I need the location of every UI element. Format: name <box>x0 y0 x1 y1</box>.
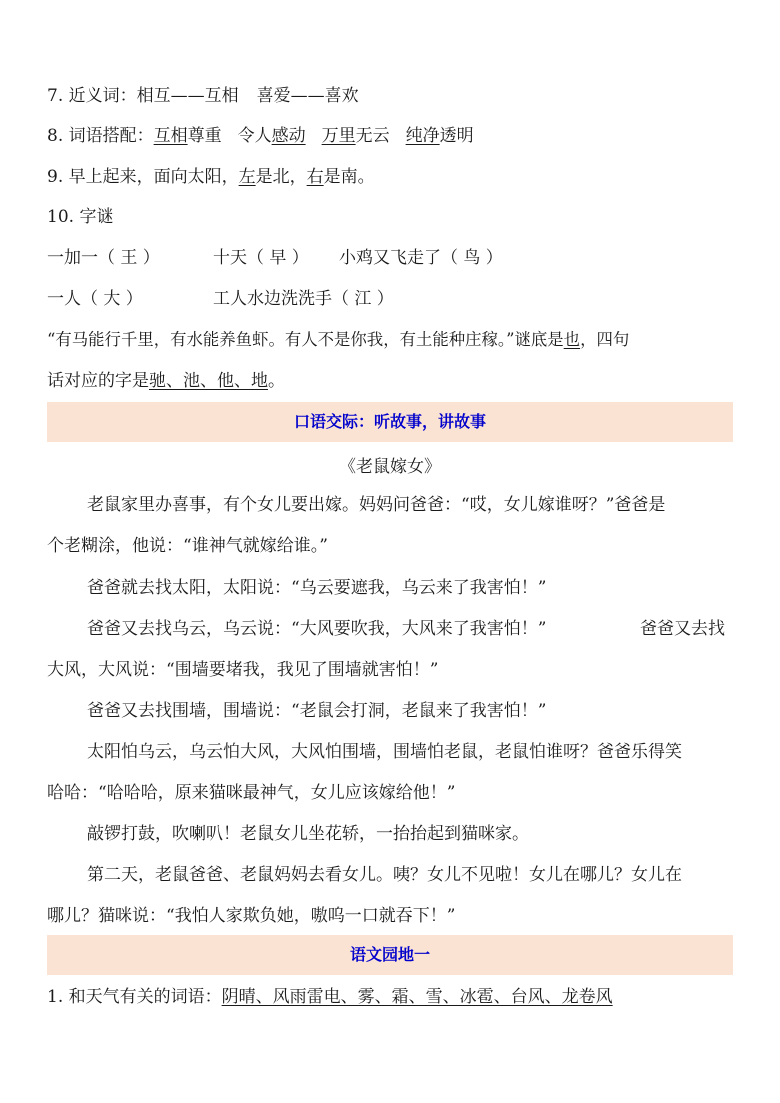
section-banner-oral-communication: 口语交际：听故事，讲故事 <box>47 402 733 442</box>
q8-answer-2: 感动 <box>271 126 306 146</box>
q1-prefix: 1. 和天气有关的词语： <box>47 987 222 1007</box>
riddle-answer-suffix: 。 <box>268 371 285 391</box>
q8-answer-4: 纯净 <box>405 126 440 146</box>
q9-text-2: 是北， <box>255 167 307 187</box>
q7-word1: 相互——互相 <box>136 86 239 106</box>
q1-answer-words: 阴晴、风雨雷电、雾、霜、雪、冰雹、台风、龙卷风 <box>221 987 613 1007</box>
q10-riddle-3: 小鸡又飞走了（ 鸟 ） <box>339 248 503 268</box>
story-paragraph-1-line-1: 老鼠家里办喜事，有个女儿要出嫁。妈妈问爸爸：“哎，女儿嫁谁呀？”爸爸是 <box>87 495 666 515</box>
q10-riddle-5: 工人水边洗洗手（ 江 ） <box>213 289 394 309</box>
q10-riddle-paragraph-line-1 <box>47 328 737 352</box>
riddle-answer-prefix: 话对应的字是 <box>47 371 149 391</box>
q8-text-2: 令人 <box>237 126 272 146</box>
story-paragraph-8-line-1: 第二天，老鼠爸爸、老鼠妈妈去看女儿。咦？女儿不见啦！女儿在哪儿？女儿在 <box>87 865 682 885</box>
section-banner-chinese-garden: 语文园地一 <box>47 935 733 975</box>
story-paragraph-7: 敲锣打鼓，吹喇叭！老鼠女儿坐花轿，一抬抬起到猫咪家。 <box>87 824 529 844</box>
q9-answer-1: 左 <box>238 167 256 187</box>
q9-text-3: 是南。 <box>323 167 375 187</box>
q9-answer-2: 右 <box>306 167 324 187</box>
q10-title: 10. 字谜 <box>47 207 114 227</box>
riddle-text: “有马能行千里，有水能养鱼虾。有人不是你我，有土能种庄稼。”谜底是 <box>47 330 564 349</box>
q1-line <box>47 985 737 1009</box>
q7-prefix: 7. 近义词： <box>47 86 137 106</box>
q9-text-1: 9. 早上起来，面向太阳， <box>47 167 239 187</box>
q7-line <box>47 84 737 108</box>
q9-line <box>47 165 737 189</box>
riddle-answer: 也 <box>563 330 581 349</box>
story-paragraph-3-line-1 <box>87 617 737 641</box>
q7-word2: 喜爱——喜欢 <box>256 86 359 106</box>
story-paragraph-5: 爸爸又去找围墙，围墙说：“老鼠会打洞，老鼠来了我害怕！” <box>87 701 547 721</box>
q10-riddle-4: 一人（ 大 ） <box>47 289 143 309</box>
story-paragraph-3-text: 爸爸又去找乌云，乌云说：“大风要吹我，大风来了我害怕！” <box>87 619 547 639</box>
q8-answer-3: 万里 <box>321 126 356 146</box>
q8-answer-1: 互相 <box>153 126 188 146</box>
riddle-answer-chars: 驰、池、他、地 <box>149 371 268 391</box>
q10-riddle-paragraph-line-2 <box>47 369 737 393</box>
story-paragraph-4-start: 爸爸又去找 <box>640 619 725 639</box>
story-paragraph-6-line-2: 哈哈：“哈哈哈，原来猫咪最神气，女儿应该嫁给他！” <box>47 783 456 803</box>
q8-text-3: 无云 <box>355 126 390 146</box>
q8-prefix: 8. 词语搭配： <box>47 126 154 146</box>
story-paragraph-8-line-2: 哪儿？猫咪说：“我怕人家欺负她，嗷呜一口就吞下！” <box>47 906 456 926</box>
story-paragraph-4-line-2: 大风，大风说：“围墙要堵我，我见了围墙就害怕！” <box>47 660 439 680</box>
q8-line <box>47 124 737 148</box>
q10-riddle-1: 一加一（ 王 ） <box>47 248 160 268</box>
q8-text-1: 尊重 <box>187 126 222 146</box>
story-paragraph-6-line-1: 太阳怕乌云，乌云怕大风，大风怕围墙，围墙怕老鼠，老鼠怕谁呀？爸爸乐得笑 <box>87 742 682 762</box>
riddle-text-tail: ，四句 <box>580 330 630 349</box>
story-paragraph-2: 爸爸就去找太阳，太阳说：“乌云要遮我，乌云来了我害怕！” <box>87 578 547 598</box>
q8-text-4: 透明 <box>439 126 474 146</box>
story-paragraph-1-line-2: 个老糊涂，他说：“谁神气就嫁给谁。” <box>47 536 328 556</box>
story-title: 《老鼠嫁女》 <box>339 457 441 477</box>
q10-riddle-2: 十天（ 早 ） <box>213 248 309 268</box>
